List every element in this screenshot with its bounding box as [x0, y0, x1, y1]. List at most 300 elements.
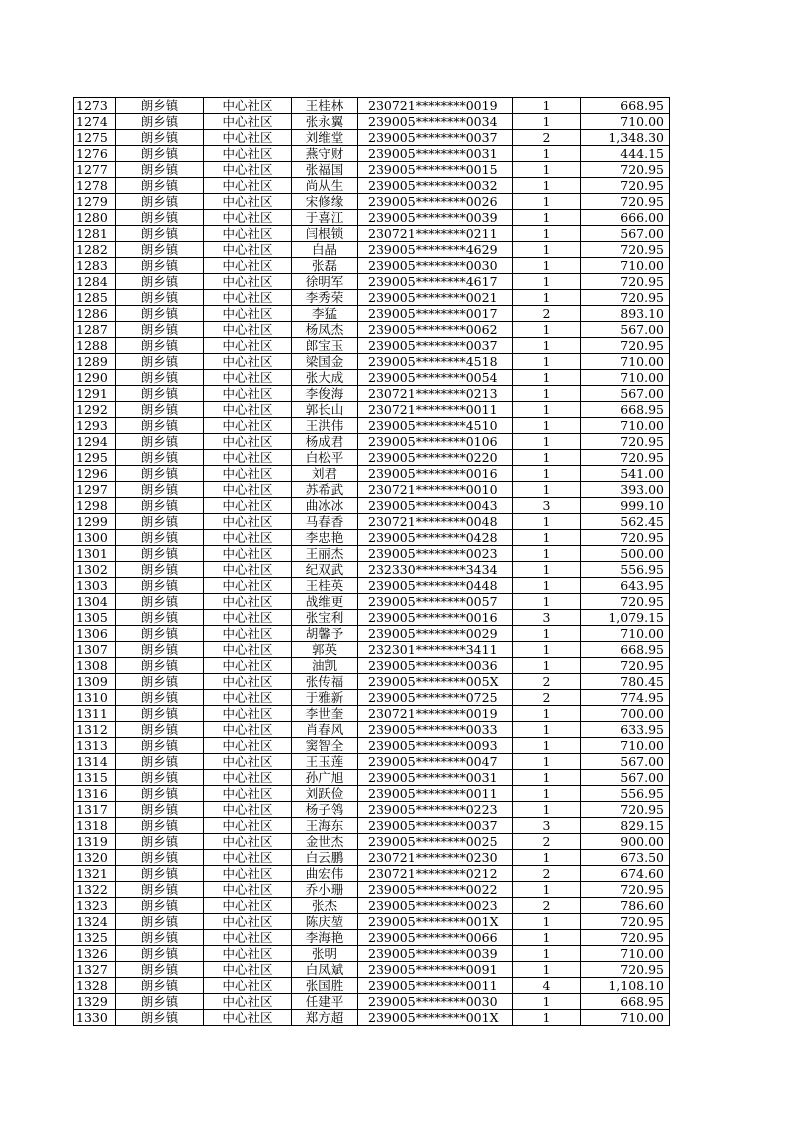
count-cell: 1: [513, 162, 581, 178]
id-number-cell: 239005********0015: [358, 162, 513, 178]
row-number-cell: 1309: [74, 674, 116, 690]
town-cell: 朗乡镇: [116, 146, 204, 162]
table-row: [74, 306, 670, 322]
name-cell: 李猛: [292, 306, 358, 322]
name-cell: 杨子鸰: [292, 802, 358, 818]
town-cell: 朗乡镇: [116, 834, 204, 850]
community-cell: 中心社区: [204, 130, 292, 146]
name-cell: 闫根锁: [292, 226, 358, 242]
id-number-cell: 239005********4518: [358, 354, 513, 370]
count-cell: 2: [513, 674, 581, 690]
name-cell: 白晶: [292, 242, 358, 258]
count-cell: 1: [513, 594, 581, 610]
table-row: [74, 850, 670, 866]
count-cell: 1: [513, 482, 581, 498]
town-cell: 朗乡镇: [116, 818, 204, 834]
table-row: [74, 210, 670, 226]
row-number-cell: 1304: [74, 594, 116, 610]
row-number-cell: 1325: [74, 930, 116, 946]
name-cell: 战维更: [292, 594, 358, 610]
town-cell: 朗乡镇: [116, 402, 204, 418]
table-row: [74, 930, 670, 946]
id-number-cell: 239005********0220: [358, 450, 513, 466]
id-number-cell: 230721********0211: [358, 226, 513, 242]
amount-cell: 720.95: [581, 962, 670, 978]
table-row: [74, 322, 670, 338]
community-cell: 中心社区: [204, 194, 292, 210]
amount-cell: 720.95: [581, 802, 670, 818]
name-cell: 于喜江: [292, 210, 358, 226]
count-cell: 2: [513, 866, 581, 882]
count-cell: 1: [513, 386, 581, 402]
name-cell: 于雅新: [292, 690, 358, 706]
community-cell: 中心社区: [204, 882, 292, 898]
amount-cell: 541.00: [581, 466, 670, 482]
amount-cell: 720.95: [581, 338, 670, 354]
amount-cell: 673.50: [581, 850, 670, 866]
amount-cell: 720.95: [581, 274, 670, 290]
community-cell: 中心社区: [204, 786, 292, 802]
row-number-cell: 1302: [74, 562, 116, 578]
name-cell: 乔小珊: [292, 882, 358, 898]
community-cell: 中心社区: [204, 818, 292, 834]
table-row: [74, 786, 670, 802]
name-cell: 张大成: [292, 370, 358, 386]
amount-cell: 774.95: [581, 690, 670, 706]
name-cell: 胡馨予: [292, 626, 358, 642]
community-cell: 中心社区: [204, 930, 292, 946]
town-cell: 朗乡镇: [116, 946, 204, 962]
town-cell: 朗乡镇: [116, 722, 204, 738]
town-cell: 朗乡镇: [116, 194, 204, 210]
community-cell: 中心社区: [204, 658, 292, 674]
town-cell: 朗乡镇: [116, 578, 204, 594]
community-cell: 中心社区: [204, 674, 292, 690]
row-number-cell: 1279: [74, 194, 116, 210]
town-cell: 朗乡镇: [116, 418, 204, 434]
id-number-cell: 239005********0057: [358, 594, 513, 610]
table-row: [74, 194, 670, 210]
amount-cell: 720.95: [581, 882, 670, 898]
count-cell: 2: [513, 898, 581, 914]
row-number-cell: 1289: [74, 354, 116, 370]
table-row: [74, 242, 670, 258]
row-number-cell: 1287: [74, 322, 116, 338]
town-cell: 朗乡镇: [116, 994, 204, 1010]
name-cell: 张国胜: [292, 978, 358, 994]
name-cell: 曲冰冰: [292, 498, 358, 514]
row-number-cell: 1275: [74, 130, 116, 146]
town-cell: 朗乡镇: [116, 370, 204, 386]
count-cell: 1: [513, 354, 581, 370]
row-number-cell: 1327: [74, 962, 116, 978]
community-cell: 中心社区: [204, 754, 292, 770]
id-number-cell: 232330********3434: [358, 562, 513, 578]
row-number-cell: 1285: [74, 290, 116, 306]
town-cell: 朗乡镇: [116, 706, 204, 722]
amount-cell: 900.00: [581, 834, 670, 850]
community-cell: 中心社区: [204, 578, 292, 594]
community-cell: 中心社区: [204, 642, 292, 658]
table-row: [74, 626, 670, 642]
row-number-cell: 1305: [74, 610, 116, 626]
town-cell: 朗乡镇: [116, 626, 204, 642]
amount-cell: 720.95: [581, 594, 670, 610]
id-number-cell: 239005********0448: [358, 578, 513, 594]
community-cell: 中心社区: [204, 738, 292, 754]
amount-cell: 674.60: [581, 866, 670, 882]
count-cell: 1: [513, 850, 581, 866]
id-number-cell: 239005********4617: [358, 274, 513, 290]
row-number-cell: 1314: [74, 754, 116, 770]
amount-cell: 1,108.10: [581, 978, 670, 994]
count-cell: 1: [513, 226, 581, 242]
count-cell: 2: [513, 834, 581, 850]
id-number-cell: 239005********0223: [358, 802, 513, 818]
id-number-cell: 239005********0039: [358, 946, 513, 962]
count-cell: 1: [513, 466, 581, 482]
community-cell: 中心社区: [204, 530, 292, 546]
row-number-cell: 1300: [74, 530, 116, 546]
table-row: [74, 802, 670, 818]
community-cell: 中心社区: [204, 402, 292, 418]
table-row: [74, 834, 670, 850]
name-cell: 宋修缘: [292, 194, 358, 210]
amount-cell: 666.00: [581, 210, 670, 226]
row-number-cell: 1328: [74, 978, 116, 994]
row-number-cell: 1323: [74, 898, 116, 914]
amount-cell: 786.60: [581, 898, 670, 914]
id-number-cell: 230721********0019: [358, 706, 513, 722]
town-cell: 朗乡镇: [116, 882, 204, 898]
town-cell: 朗乡镇: [116, 738, 204, 754]
id-number-cell: 239005********0023: [358, 898, 513, 914]
amount-cell: 720.95: [581, 930, 670, 946]
amount-cell: 444.15: [581, 146, 670, 162]
amount-cell: 720.95: [581, 242, 670, 258]
name-cell: 张杰: [292, 898, 358, 914]
community-cell: 中心社区: [204, 306, 292, 322]
row-number-cell: 1317: [74, 802, 116, 818]
id-number-cell: 239005********4629: [358, 242, 513, 258]
town-cell: 朗乡镇: [116, 914, 204, 930]
id-number-cell: 230721********0213: [358, 386, 513, 402]
table-row: [74, 690, 670, 706]
count-cell: 3: [513, 818, 581, 834]
table-row: [74, 754, 670, 770]
table-row: [74, 290, 670, 306]
name-cell: 张磊: [292, 258, 358, 274]
name-cell: 任建平: [292, 994, 358, 1010]
id-number-cell: 239005********0036: [358, 658, 513, 674]
amount-cell: 633.95: [581, 722, 670, 738]
amount-cell: 999.10: [581, 498, 670, 514]
table-row: [74, 130, 670, 146]
row-number-cell: 1293: [74, 418, 116, 434]
name-cell: 李海艳: [292, 930, 358, 946]
id-number-cell: 232301********3411: [358, 642, 513, 658]
name-cell: 苏希武: [292, 482, 358, 498]
table-row: [74, 178, 670, 194]
table-row: [74, 658, 670, 674]
table-body: [74, 98, 670, 1026]
table-row: [74, 962, 670, 978]
row-number-cell: 1324: [74, 914, 116, 930]
count-cell: 1: [513, 914, 581, 930]
id-number-cell: 239005********0022: [358, 882, 513, 898]
table-row: [74, 162, 670, 178]
community-cell: 中心社区: [204, 450, 292, 466]
community-cell: 中心社区: [204, 850, 292, 866]
id-number-cell: 239005********0016: [358, 466, 513, 482]
id-number-cell: 239005********0034: [358, 114, 513, 130]
community-cell: 中心社区: [204, 242, 292, 258]
count-cell: 1: [513, 194, 581, 210]
community-cell: 中心社区: [204, 802, 292, 818]
row-number-cell: 1276: [74, 146, 116, 162]
count-cell: 1: [513, 626, 581, 642]
town-cell: 朗乡镇: [116, 754, 204, 770]
count-cell: 1: [513, 210, 581, 226]
row-number-cell: 1330: [74, 1010, 116, 1026]
count-cell: 1: [513, 434, 581, 450]
id-number-cell: 239005********0033: [358, 722, 513, 738]
amount-cell: 710.00: [581, 370, 670, 386]
amount-cell: 567.00: [581, 754, 670, 770]
community-cell: 中心社区: [204, 610, 292, 626]
table-row: [74, 738, 670, 754]
town-cell: 朗乡镇: [116, 354, 204, 370]
table-row: [74, 466, 670, 482]
community-cell: 中心社区: [204, 626, 292, 642]
town-cell: 朗乡镇: [116, 930, 204, 946]
town-cell: 朗乡镇: [116, 978, 204, 994]
table-row: [74, 274, 670, 290]
table-row: [74, 866, 670, 882]
amount-cell: 720.95: [581, 178, 670, 194]
community-cell: 中心社区: [204, 770, 292, 786]
id-number-cell: 239005********001X: [358, 1010, 513, 1026]
count-cell: 1: [513, 258, 581, 274]
name-cell: 白云鹏: [292, 850, 358, 866]
data-table: [73, 97, 670, 1026]
table-row: [74, 370, 670, 386]
table-row: [74, 706, 670, 722]
name-cell: 金世杰: [292, 834, 358, 850]
table-row: [74, 642, 670, 658]
town-cell: 朗乡镇: [116, 850, 204, 866]
town-cell: 朗乡镇: [116, 338, 204, 354]
amount-cell: 720.95: [581, 194, 670, 210]
amount-cell: 567.00: [581, 226, 670, 242]
town-cell: 朗乡镇: [116, 610, 204, 626]
row-number-cell: 1298: [74, 498, 116, 514]
town-cell: 朗乡镇: [116, 450, 204, 466]
table-row: [74, 226, 670, 242]
community-cell: 中心社区: [204, 354, 292, 370]
name-cell: 李世奎: [292, 706, 358, 722]
count-cell: 1: [513, 930, 581, 946]
town-cell: 朗乡镇: [116, 242, 204, 258]
amount-cell: 720.95: [581, 434, 670, 450]
table-row: [74, 578, 670, 594]
id-number-cell: 239005********0025: [358, 834, 513, 850]
name-cell: 郑方超: [292, 1010, 358, 1026]
town-cell: 朗乡镇: [116, 866, 204, 882]
count-cell: 1: [513, 274, 581, 290]
count-cell: 1: [513, 578, 581, 594]
town-cell: 朗乡镇: [116, 514, 204, 530]
row-number-cell: 1318: [74, 818, 116, 834]
table-row: [74, 946, 670, 962]
count-cell: 3: [513, 610, 581, 626]
table-row: [74, 386, 670, 402]
count-cell: 1: [513, 802, 581, 818]
community-cell: 中心社区: [204, 498, 292, 514]
count-cell: 1: [513, 322, 581, 338]
count-cell: 1: [513, 962, 581, 978]
id-number-cell: 239005********0016: [358, 610, 513, 626]
table-row: [74, 530, 670, 546]
row-number-cell: 1284: [74, 274, 116, 290]
row-number-cell: 1281: [74, 226, 116, 242]
amount-cell: 720.95: [581, 914, 670, 930]
name-cell: 肖春风: [292, 722, 358, 738]
count-cell: 3: [513, 498, 581, 514]
table-row: [74, 770, 670, 786]
table-row: [74, 898, 670, 914]
row-number-cell: 1319: [74, 834, 116, 850]
town-cell: 朗乡镇: [116, 482, 204, 498]
name-cell: 徐明军: [292, 274, 358, 290]
count-cell: 1: [513, 946, 581, 962]
amount-cell: 710.00: [581, 946, 670, 962]
town-cell: 朗乡镇: [116, 434, 204, 450]
table-row: [74, 434, 670, 450]
id-number-cell: 239005********0029: [358, 626, 513, 642]
community-cell: 中心社区: [204, 1010, 292, 1026]
community-cell: 中心社区: [204, 274, 292, 290]
community-cell: 中心社区: [204, 114, 292, 130]
town-cell: 朗乡镇: [116, 210, 204, 226]
count-cell: 1: [513, 754, 581, 770]
id-number-cell: 239005********0037: [358, 130, 513, 146]
community-cell: 中心社区: [204, 210, 292, 226]
id-number-cell: 239005********0030: [358, 994, 513, 1010]
name-cell: 陈庆堃: [292, 914, 358, 930]
id-number-cell: 239005********0054: [358, 370, 513, 386]
community-cell: 中心社区: [204, 418, 292, 434]
town-cell: 朗乡镇: [116, 642, 204, 658]
amount-cell: 720.95: [581, 530, 670, 546]
town-cell: 朗乡镇: [116, 258, 204, 274]
count-cell: 1: [513, 658, 581, 674]
amount-cell: 668.95: [581, 98, 670, 114]
community-cell: 中心社区: [204, 290, 292, 306]
row-number-cell: 1308: [74, 658, 116, 674]
row-number-cell: 1292: [74, 402, 116, 418]
id-number-cell: 239005********0021: [358, 290, 513, 306]
town-cell: 朗乡镇: [116, 178, 204, 194]
community-cell: 中心社区: [204, 706, 292, 722]
count-cell: 1: [513, 338, 581, 354]
id-number-cell: 239005********0026: [358, 194, 513, 210]
name-cell: 王桂英: [292, 578, 358, 594]
id-number-cell: 239005********4510: [358, 418, 513, 434]
community-cell: 中心社区: [204, 370, 292, 386]
id-number-cell: 230721********0019: [358, 98, 513, 114]
town-cell: 朗乡镇: [116, 658, 204, 674]
town-cell: 朗乡镇: [116, 594, 204, 610]
row-number-cell: 1303: [74, 578, 116, 594]
row-number-cell: 1311: [74, 706, 116, 722]
community-cell: 中心社区: [204, 226, 292, 242]
town-cell: 朗乡镇: [116, 226, 204, 242]
amount-cell: 829.15: [581, 818, 670, 834]
town-cell: 朗乡镇: [116, 274, 204, 290]
amount-cell: 710.00: [581, 418, 670, 434]
name-cell: 李忠艳: [292, 530, 358, 546]
name-cell: 燕守财: [292, 146, 358, 162]
count-cell: 1: [513, 546, 581, 562]
community-cell: 中心社区: [204, 258, 292, 274]
count-cell: 1: [513, 418, 581, 434]
row-number-cell: 1280: [74, 210, 116, 226]
id-number-cell: 239005********0725: [358, 690, 513, 706]
table-row: [74, 882, 670, 898]
count-cell: 1: [513, 738, 581, 754]
amount-cell: 668.95: [581, 994, 670, 1010]
count-cell: 1: [513, 402, 581, 418]
table-row: [74, 1010, 670, 1026]
community-cell: 中心社区: [204, 466, 292, 482]
community-cell: 中心社区: [204, 178, 292, 194]
community-cell: 中心社区: [204, 162, 292, 178]
amount-cell: 567.00: [581, 386, 670, 402]
table-row: [74, 98, 670, 114]
count-cell: 1: [513, 994, 581, 1010]
town-cell: 朗乡镇: [116, 498, 204, 514]
row-number-cell: 1320: [74, 850, 116, 866]
town-cell: 朗乡镇: [116, 786, 204, 802]
name-cell: 油凯: [292, 658, 358, 674]
town-cell: 朗乡镇: [116, 530, 204, 546]
amount-cell: 710.00: [581, 258, 670, 274]
name-cell: 曲宏伟: [292, 866, 358, 882]
name-cell: 刘维堂: [292, 130, 358, 146]
name-cell: 李秀荣: [292, 290, 358, 306]
name-cell: 张永翼: [292, 114, 358, 130]
town-cell: 朗乡镇: [116, 674, 204, 690]
community-cell: 中心社区: [204, 146, 292, 162]
community-cell: 中心社区: [204, 386, 292, 402]
count-cell: 1: [513, 450, 581, 466]
amount-cell: 710.00: [581, 354, 670, 370]
amount-cell: 720.95: [581, 290, 670, 306]
row-number-cell: 1313: [74, 738, 116, 754]
name-cell: 郭英: [292, 642, 358, 658]
row-number-cell: 1290: [74, 370, 116, 386]
amount-cell: 710.00: [581, 626, 670, 642]
table-row: [74, 674, 670, 690]
row-number-cell: 1299: [74, 514, 116, 530]
count-cell: 1: [513, 706, 581, 722]
row-number-cell: 1286: [74, 306, 116, 322]
town-cell: 朗乡镇: [116, 898, 204, 914]
community-cell: 中心社区: [204, 338, 292, 354]
id-number-cell: 239005********0031: [358, 146, 513, 162]
name-cell: 王海东: [292, 818, 358, 834]
